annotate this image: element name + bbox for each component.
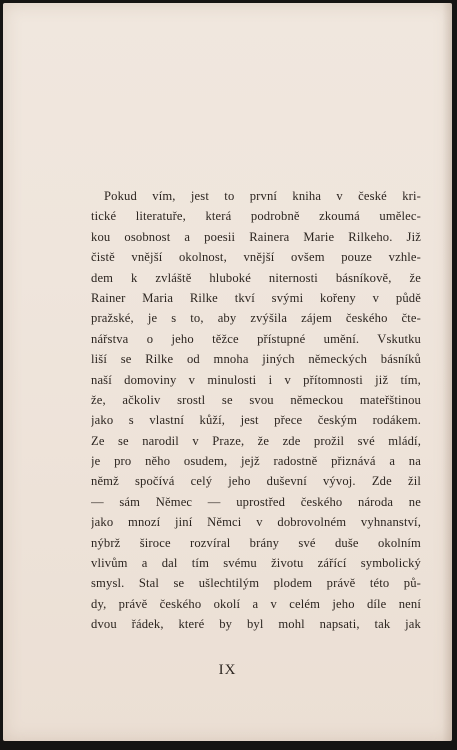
body-paragraph bbox=[91, 186, 421, 635]
text-line-12: jako s vlastní kůží, jest přece českým rodákem. bbox=[91, 413, 421, 428]
text-line-17: jako mnozí jiní Němci v dobrovolném vyhnanství, bbox=[91, 515, 421, 530]
text-line-21: dy, právě českého okolí a v celém jeho díle není bbox=[91, 596, 421, 611]
page-number: IX bbox=[218, 662, 237, 678]
text-line-16: — sám Němec — uprostřed českého národa ne bbox=[91, 494, 421, 509]
text-line-18: nýbrž široce rozvíral brány své duše okolním bbox=[91, 535, 421, 550]
text-line-6: Rainer Maria Rilke tkví svými kořeny v půdě bbox=[91, 290, 421, 305]
text-line-9: liší se Rilke od mnoha jiných německých básníků bbox=[91, 352, 421, 367]
text-line-4: čistě vnější okolnost, vnější ovšem pouze vzhle- bbox=[91, 250, 421, 265]
text-line-19: vlivům a dal tím svému životu zářící symbolický bbox=[91, 556, 421, 571]
text-line-8: nářstva o jeho těžce přístupné umění. Vskutku bbox=[91, 331, 421, 346]
text-line-5: dem k zvláště hluboké niternosti básníkově, že bbox=[91, 270, 421, 285]
text-line-20: smysl. Stal se ušlechtilým plodem právě této pů- bbox=[91, 576, 421, 591]
text-line-10: naší domoviny v minulosti i v přítomnosti již tím, bbox=[91, 372, 421, 387]
text-line-14: je pro něho osudem, jejž radostně přiznává a na bbox=[91, 454, 421, 469]
text-line-3: kou osobnost a poesii Rainera Marie Rilkeho. Již bbox=[91, 229, 421, 244]
text-line-15: němž spočívá celý jeho duševní vývoj. Zde žil bbox=[91, 474, 421, 489]
paper-page bbox=[3, 3, 452, 741]
text-line-11: že, ačkoliv srostl se svou německou mateřštinou bbox=[91, 392, 421, 407]
text-line-2: tické literatuře, která podrobně zkoumá umělec- bbox=[91, 209, 421, 224]
text-line-7: pražské, je s to, aby zvýšila zájem českého čte- bbox=[91, 311, 421, 326]
text-line-1: Pokud vím, jest to první kniha v české kri- bbox=[104, 189, 421, 203]
text-line-22: dvou řádek, které by byl mohl napsati, tak jak bbox=[91, 617, 421, 632]
text-line-13: Ze se narodil v Praze, že zde prožil své mládí, bbox=[91, 433, 421, 448]
